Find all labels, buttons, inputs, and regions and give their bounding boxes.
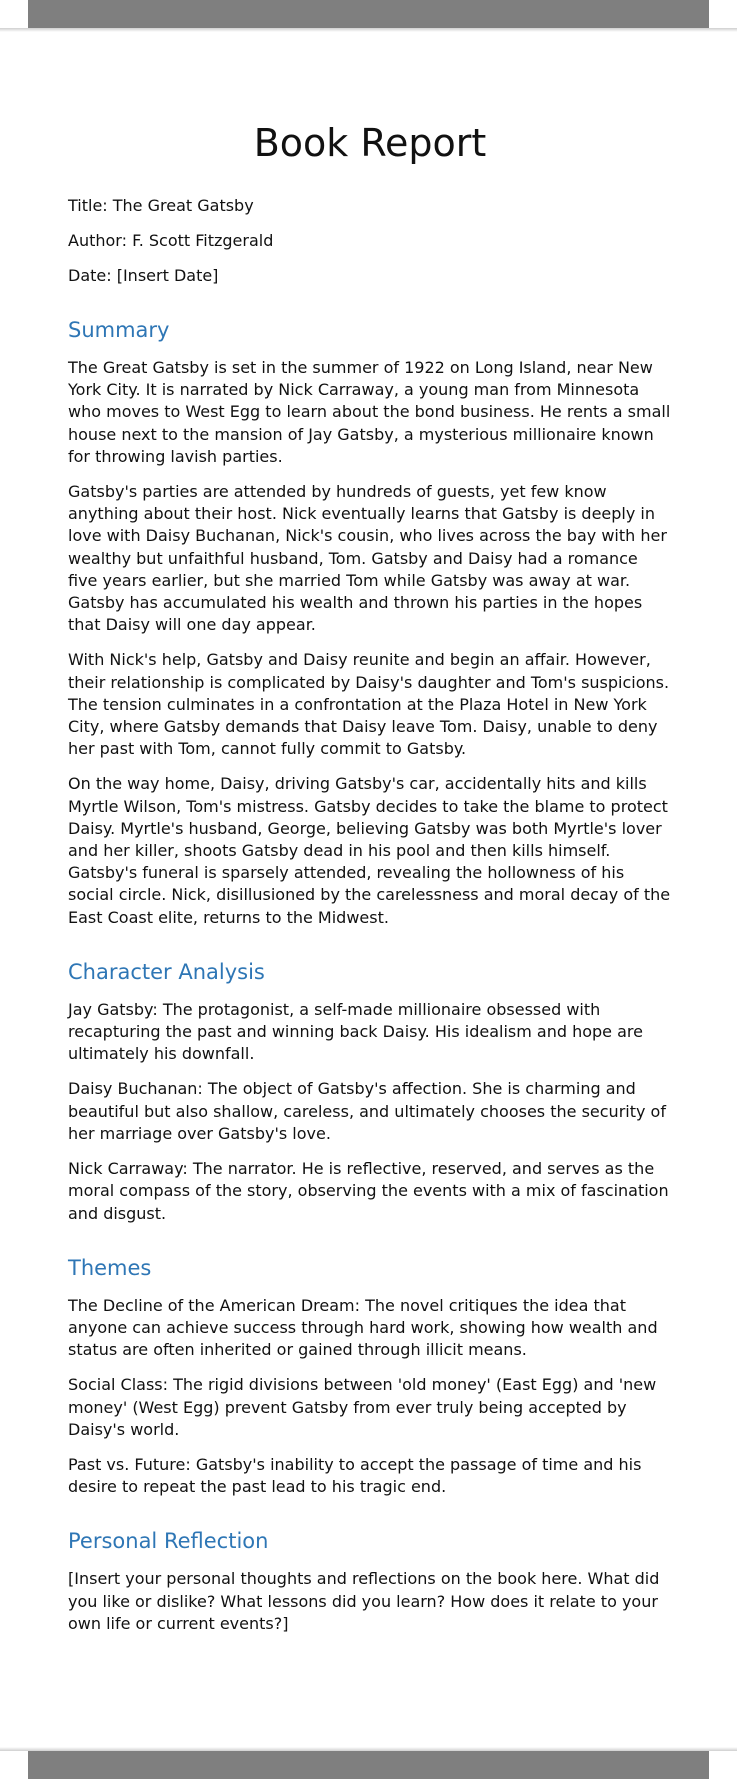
summary-paragraph: On the way home, Daisy, driving Gatsby's car, accidentally hits and kills Myrtle Wilson, Tom's mistress. Gatsby decides to take the blame to protect Daisy. Myrtle's husband, George, believing Gatsby was both Myrtle's lover and her killer, shoots Gatsby dead in his pool and then kills himself. Gatsby's funeral is sparsely attended, revealing the hollowness of his social circle. Nick, disillusioned by the carelessness and moral decay of the East Coast elite, returns to the Midwest.: [68, 774, 671, 927]
character-paragraph: Nick Carraway: The narrator. He is reflective, reserved, and serves as the moral compass of the story, observing the events with a mix of fascination and disgust.: [68, 1159, 669, 1223]
reflection-paragraph: [Insert your personal thoughts and reflections on the book here. What did you like or dislike? What lessons did you learn? How does it relate to your own life or current events?]: [68, 1569, 660, 1633]
theme-paragraph: Past vs. Future: Gatsby's inability to accept the passage of time and his desire to repeat the past lead to his tragic end.: [68, 1454, 642, 1497]
document-page: [68, 120, 672, 1648]
themes-heading: Themes: [68, 1255, 152, 1280]
document-title: Book Report: [253, 121, 487, 165]
summary-paragraph: With Nick's help, Gatsby and Daisy reunite and begin an affair. However, their relationship is complicated by Daisy's daughter and Tom's suspicions. The tension culminates in a confrontation at the Plaza Hotel in New York City, where Gatsby demands that Daisy leave Tom. Daisy, unable to deny her past with Tom, cannot fully commit to Gatsby.: [68, 650, 670, 759]
character-paragraph: Daisy Buchanan: The object of Gatsby's affection. She is charming and beautiful but also shallow, careless, and ultimately chooses the security of her marriage over Gatsby's love.: [68, 1079, 666, 1143]
personal-reflection-heading: Personal Reflection: [68, 1529, 269, 1554]
character-paragraph: Jay Gatsby: The protagonist, a self-made millionaire obsessed with recapturing the past and winning back Daisy. His idealism and hope are ultimately his downfall.: [68, 999, 643, 1064]
top-frame-shadow: [0, 28, 737, 32]
meta-date: Date: [Insert Date]: [68, 266, 219, 285]
meta-author: Author: F. Scott Fitzgerald: [68, 231, 274, 250]
character-analysis-heading: Character Analysis: [68, 959, 265, 984]
summary-heading: Summary: [68, 318, 170, 342]
theme-paragraph: Social Class: The rigid divisions between 'old money' (East Egg) and 'new money' (West Egg) prevent Gatsby from ever truly being accepted by Daisy's world.: [68, 1375, 657, 1439]
meta-title: Title: The Great Gatsby: [68, 196, 254, 215]
summary-paragraph: The Great Gatsby is set in the summer of 1922 on Long Island, near New York City. It is narrated by Nick Carraway, a young man from Minnesota who moves to West Egg to learn about the bond business. He rents a small house next to the mansion of Jay Gatsby, a mysterious millionaire known for throwing lavish parties.: [68, 358, 671, 466]
theme-paragraph: The Decline of the American Dream: The novel critiques the idea that anyone can achieve success through hard work, showing how wealth and status are often inherited or gained through illicit means.: [68, 1295, 658, 1360]
bottom-frame-bar: [28, 1751, 709, 1779]
top-frame-bar: [28, 0, 709, 28]
summary-paragraph: Gatsby's parties are attended by hundreds of guests, yet few know anything about their host. Nick eventually learns that Gatsby is deeply in love with Daisy Buchanan, Nick's cousin, who lives across the bay with her wealthy but unfaithful husband, Tom. Gatsby and Daisy had a romance five years earlier, but she married Tom while Gatsby was away at war. Gatsby has accumulated his wealth and thrown his parties in the hopes that Daisy will one day appear.: [68, 482, 667, 635]
